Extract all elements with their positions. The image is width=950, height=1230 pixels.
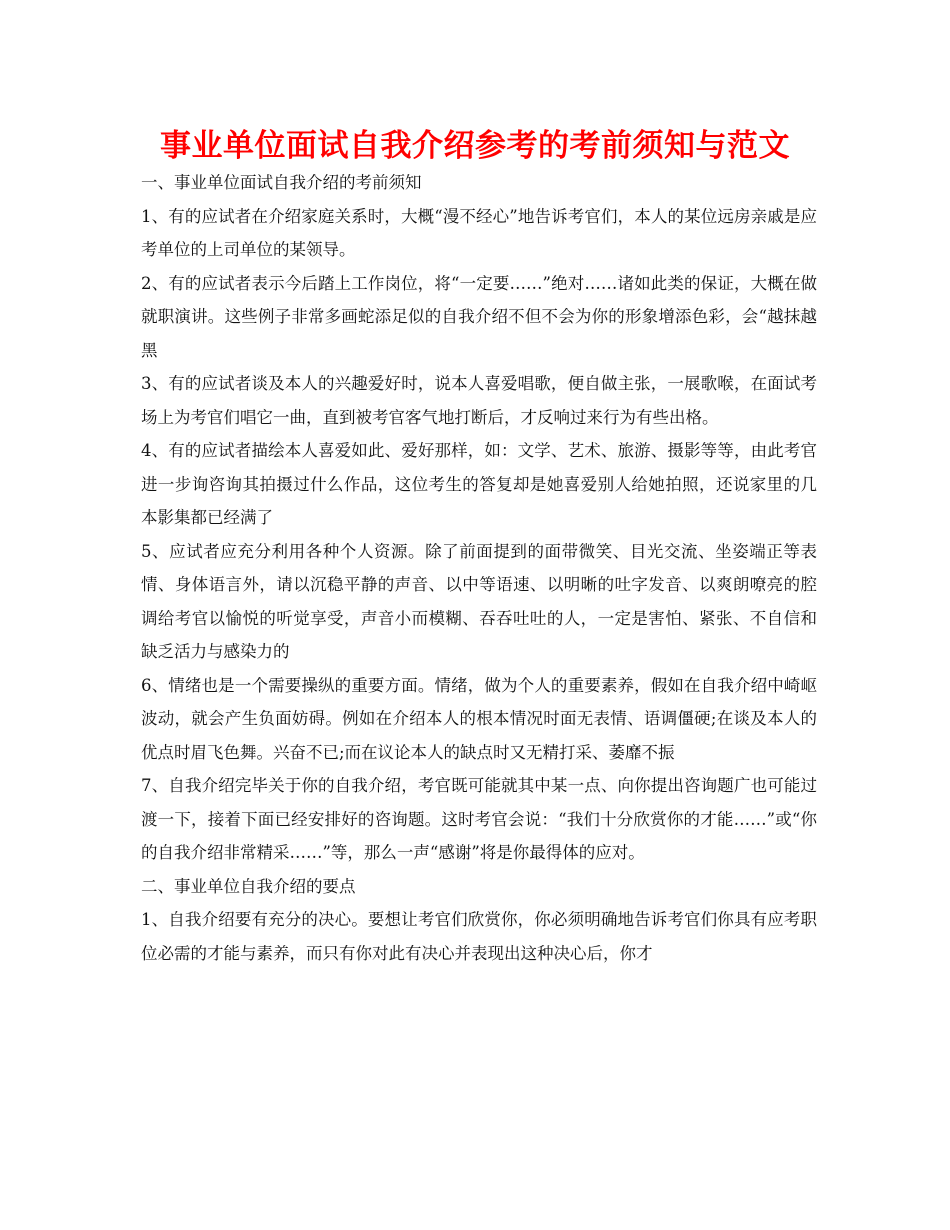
section-heading-1: 一、事业单位面试自我介绍的考前须知 (141, 173, 422, 192)
paragraph-6: 6、情绪也是一个需要操纵的重要方面。情绪，做为个人的重要素养，假如在自我介绍中崎岖波动，就会产生负面妨碍。例如在介绍本人的根本情况时面无表情、语调僵硬;在谈及本人的优点时眉飞色舞。兴奋不已;而在议论本人的缺点时又无精打采、萎靡不振 (141, 675, 817, 762)
paragraph-2: 2、有的应试者表示今后踏上工作岗位，将“一定要……”绝对……诸如此类的保证，大概在做就职演讲。这些例子非常多画蛇添足似的自我介绍不但不会为你的形象增添色彩，会“越抹越黑 (141, 273, 817, 360)
section-heading-2: 二、事业单位自我介绍的要点 (141, 876, 356, 896)
paragraph-3: 3、有的应试者谈及本人的兴趣爱好时，说本人喜爱唱歌，便自做主张，一展歌喉，在面试考场上为考官们唱它一曲，直到被考官客气地打断后，才反响过来行为有些出格。 (141, 374, 817, 427)
paragraph-8: 1、自我介绍要有充分的决心。要想让考官们欣赏你，你必须明确地告诉考官们你具有应考职位必需的才能与素养，而只有你对此有决心并表现出这种决心后，你才 (141, 910, 817, 963)
document-title: 事业单位面试自我介绍参考的考前须知与范文 (160, 128, 790, 164)
paragraph-1: 1、有的应试者在介绍家庭关系时，大概“漫不经心”地告诉考官们，本人的某位远房亲戚是应考单位的上司单位的某领导。 (141, 206, 817, 259)
paragraph-5: 5、应试者应充分利用各种个人资源。除了前面提到的面带微笑、目光交流、坐姿端正等表情、身体语言外，请以沉稳平静的声音、以中等语速、以明晰的吐字发音、以爽朗嘹亮的腔调给考官以愉悦的听觉享受，声音小而模糊、吞吞吐吐的人，一定是害怕、紧张、不自信和缺乏活力与感染力的 (141, 541, 817, 661)
paragraph-4: 4、有的应试者描绘本人喜爱如此、爱好那样，如：文学、艺术、旅游、摄影等等，由此考官进一步询咨询其拍摄过什么作品，这位考生的答复却是她喜爱别人给她拍照，还说家里的几本影集都已经满了 (141, 441, 817, 527)
document-body (141, 166, 817, 970)
paragraph-7: 7、自我介绍完毕关于你的自我介绍，考官既可能就其中某一点、向你提出咨询题广也可能过渡一下，接着下面已经安排好的咨询题。这时考官会说：“我们十分欣赏你的才能……”或“你的自我介绍非常精采……”等，那么一声“感谢”将是你最得体的应对。 (141, 776, 817, 862)
